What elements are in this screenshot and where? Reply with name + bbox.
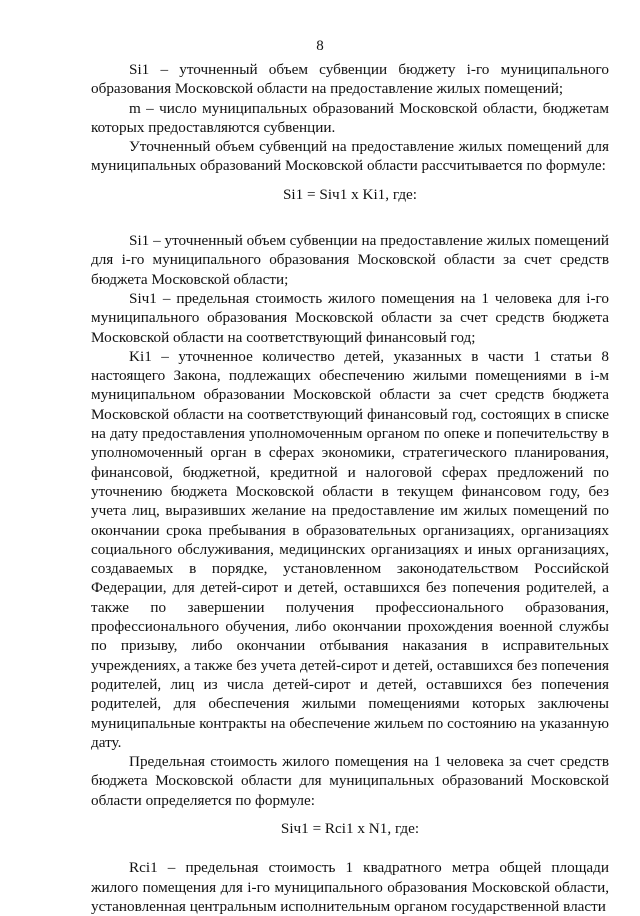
definition-si1: Si1 – уточненный объем субвенции на предоставление жилых помещений для i-го муниципального образования Московской области за счет средств бюджета Московской области; <box>91 232 609 288</box>
definition-ki1: Ki1 – уточненное количество детей, указанных в части 1 статьи 8 настоящего Закона, подлежащих обеспечению жилыми помещениями в i-м муниципальном образовании Московской области за счет средств бюджета Московской области на соответствующий финансовый год, состоящих в списке на дату предоставления уполномоченным органом по опеке и попечительству в уполномоченный орган в сферах экономики, стратегического планирования, финансовой, бюджетной, кредитной и налоговой сферах предложений по уточнению бюджета Московской области в текущем финансовом году, без учета лиц, выразивших желание на предоставление им жилых помещений по окончании срока пребывания в образовательных организациях, организациях социального обслуживания, медицинских организациях и иных организациях, создаваемых в порядке, установленном законодательством Российской Федерации, для детей-сирот и детей, оставшихся без попечения родителей, а также по завершении получения профессионального образования, профессионального обучения, либо окончании прохождения военной службы по призыву, либо окончании отбывания наказания в исправительных учреждениях, а также без учета детей-сирот и детей, оставшихся без попечения родителей, лиц из числа детей-сирот и детей, оставшихся без попечения родителей, для обеспечения жилыми помещениями которых заключены муниципальные контракты на обеспечение жильем по состоянию на указанную дату. <box>91 347 609 751</box>
formula-sich1: Siч1 = Rci1 x N1, где: <box>280 819 420 837</box>
paragraph-formula-intro: Уточненный объем субвенций на предоставление жилых помещений для муниципальных образований Московской области рассчитывается по формуле: <box>91 138 609 175</box>
formula-si1: Si1 = Siч1 x Ki1, где: <box>282 185 418 203</box>
paragraph-m-definition: m – число муниципальных образований Московской области, бюджетам которых предоставляются субвенции. <box>91 99 609 136</box>
paragraph-si1-definition: Si1 – уточненный объем субвенции бюджету i-го муниципального образования Московской области на предоставление жилых помещений; <box>91 61 609 98</box>
paragraph-price-formula-intro: Предельная стоимость жилого помещения на 1 человека за счет средств бюджета Московской области для муниципальных образований Московской области определяется по формуле: <box>91 753 609 809</box>
page-number: 8 <box>316 38 324 54</box>
definition-rci1: Rci1 – предельная стоимость 1 квадратного метра общей площади жилого помещения для i-го муниципального образования Московской области, установленная центральным исполнительным органом государственной власти <box>91 859 609 915</box>
document-body <box>91 60 609 916</box>
definition-sich1: Siч1 – предельная стоимость жилого помещения на 1 человека для i-го муниципального образования Московской области за счет средств бюджета Московской области на соответствующий финансовый год; <box>91 289 609 346</box>
